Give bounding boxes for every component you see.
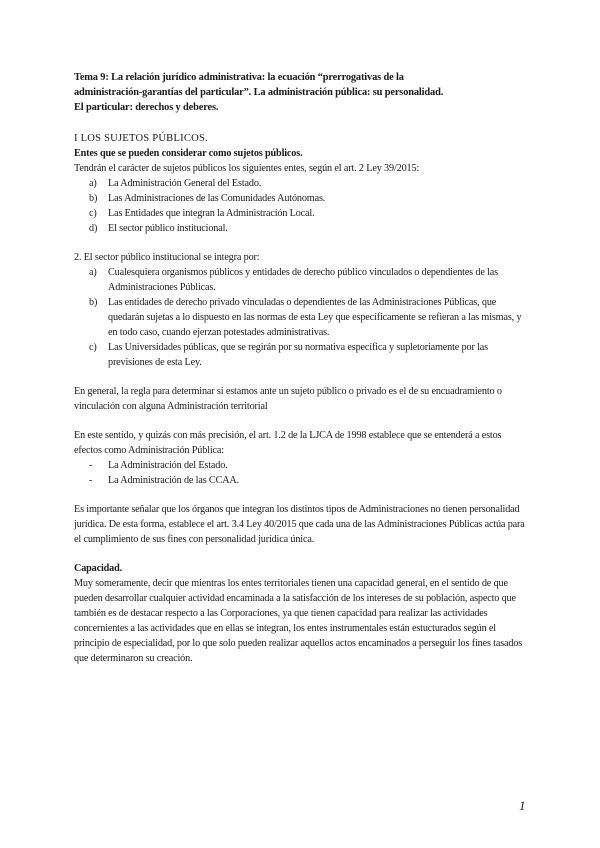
institutional-sector-list (74, 265, 526, 370)
list-item-text: Las Universidades públicas, que se regirán por su normativa específica y supletoriamente por las previsiones de esta Ley. (108, 342, 488, 368)
institutional-sector-intro: 2. El sector público institucional se integra por: (74, 252, 260, 263)
section-heading: I LOS SUJETOS PÚBLICOS. (74, 133, 208, 144)
list-marker: b) (89, 297, 98, 308)
list-marker: b) (89, 193, 98, 204)
list-marker: - (89, 460, 93, 471)
ljca-list (74, 458, 526, 488)
list-marker: c) (89, 342, 97, 353)
list-marker: - (89, 475, 93, 486)
title-line: administración-garantías del particular”. La administración pública: su personalidad. (74, 87, 444, 98)
list-item-text: La Administración de las CCAA. (108, 475, 240, 486)
list-marker: a) (89, 267, 97, 278)
list-item (74, 206, 526, 221)
list-item (74, 295, 526, 340)
list-item (74, 473, 526, 488)
page-number: 1 (519, 798, 526, 813)
list-item (74, 176, 526, 191)
organs-paragraph: Es importante señalar que los órganos que integran los distintos tipos de Administraciones no tienen personalidad jurídica. De esta forma, establece el art. 3.4 Ley 40/2015 que cada una de las Administraciones Públicas actúa para el cumplimiento de sus fines con personalidad jurídica única. (74, 504, 525, 545)
document-title (74, 70, 526, 115)
list-item (74, 191, 526, 206)
list-item-text: La Administración del Estado. (108, 460, 228, 471)
list-item-text: Las Entidades que integran la Administración Local. (108, 208, 315, 219)
general-rule-paragraph: En general, la regla para determinar si estamos ante un sujeto público o privado es el de su encuadramiento o vinculación con alguna Administración territorial (74, 386, 502, 412)
list-item-text: La Administración General del Estado. (108, 178, 262, 189)
section-intro: Tendrán el carácter de sujetos públicos los siguientes entes, según el art. 2 Ley 39/2015: (74, 163, 420, 174)
capacity-heading: Capacidad. (74, 563, 123, 574)
section-subheading: Entes que se pueden considerar como sujetos públicos. (74, 148, 303, 159)
list-item (74, 340, 526, 370)
ljca-paragraph: En este sentido, y quizás con más precisión, el art. 1.2 de la LJCA de 1998 establece que se entenderá a estos efectos como Administración Pública: (74, 430, 502, 456)
title-line: Tema 9: La relación jurídico administrativa: la ecuación “prerrogativas de la (74, 72, 404, 83)
capacity-paragraph: Muy someramente, decir que mientras los entes territoriales tienen una capacidad general, en el sentido de que pueden desarrollar cualquier actividad encaminada a la satisfacción de los intereses de su población, aspecto que también es de destacar respecto a las Corporaciones, ya que tienen capacidad para realizar las actividades concernientes a las actividades que en ellas se integran, los entes instrumentales están estucturados según el principio de especialidad, por lo que solo pueden realizar aquellos actos encaminados a perseguir los fines tasados que determinaron su creación. (74, 578, 523, 664)
list-item-text: Cualesquiera organismos públicos y entidades de derecho público vinculados o dependientes de las Administraciones Públicas. (108, 267, 498, 293)
list-marker: a) (89, 178, 97, 189)
list-item (74, 221, 526, 236)
public-subjects-list (74, 176, 526, 236)
page-content (74, 70, 526, 666)
list-item (74, 265, 526, 295)
list-item-text: Las entidades de derecho privado vinculadas o dependientes de las Administraciones Públicas, que quedarán sujetas a lo dispuesto en las normas de esta Ley que específicamente se refieran a las mismas, y en todo caso, cuando ejerzan potestades administrativas. (108, 297, 522, 338)
list-marker: c) (89, 208, 97, 219)
list-marker: d) (89, 223, 98, 234)
title-line: El particular: derechos y deberes. (74, 102, 219, 113)
list-item (74, 458, 526, 473)
list-item-text: El sector público institucional. (108, 223, 228, 234)
list-item-text: Las Administraciones de las Comunidades Autónomas. (108, 193, 326, 204)
